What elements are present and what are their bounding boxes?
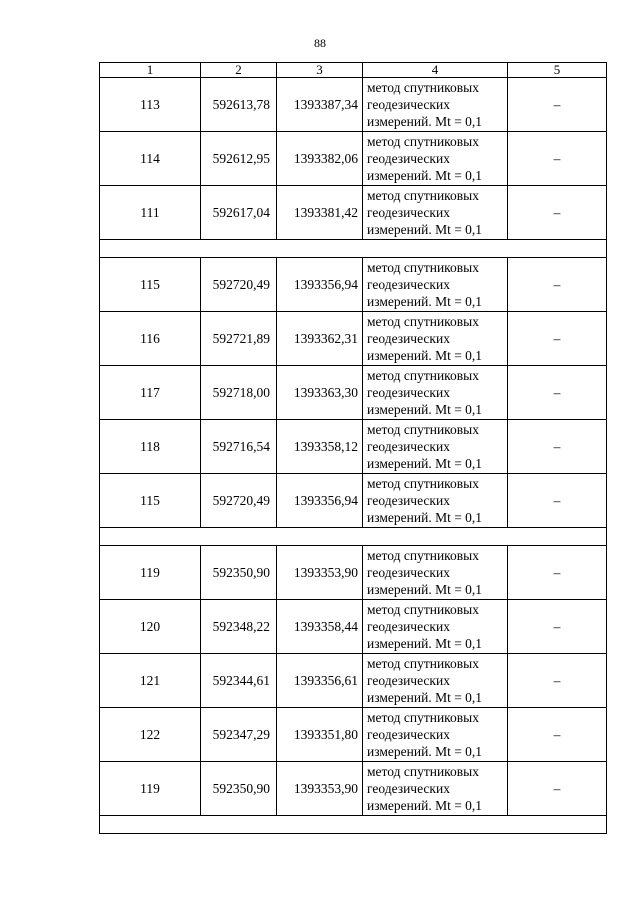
note-cell: – xyxy=(508,762,607,816)
table-row xyxy=(100,546,607,600)
point-number-cell: 121 xyxy=(100,654,201,708)
coordinate-y-cell: 592344,61 xyxy=(201,654,277,708)
coordinate-y-cell: 592721,89 xyxy=(201,312,277,366)
table-row xyxy=(100,654,607,708)
table-body xyxy=(100,78,607,834)
method-line: геодезических xyxy=(367,151,450,166)
coordinate-x-cell: 1393358,12 xyxy=(277,420,363,474)
table-row xyxy=(100,420,607,474)
point-number-cell: 115 xyxy=(100,474,201,528)
point-number-cell: 115 xyxy=(100,258,201,312)
table-row xyxy=(100,474,607,528)
table-row xyxy=(100,258,607,312)
coordinate-x-cell: 1393353,90 xyxy=(277,546,363,600)
note-cell: – xyxy=(508,78,607,132)
separator-row xyxy=(100,240,607,258)
table-row xyxy=(100,132,607,186)
method-line: метод спутниковых xyxy=(367,368,479,383)
method-cell xyxy=(363,312,508,366)
coordinate-x-cell: 1393381,42 xyxy=(277,186,363,240)
method-line: геодезических xyxy=(367,619,450,634)
point-number-cell: 119 xyxy=(100,546,201,600)
separator-cell xyxy=(100,528,607,546)
coordinate-y-cell: 592350,90 xyxy=(201,546,277,600)
column-header-3: 3 xyxy=(277,63,363,78)
page-number: 88 xyxy=(314,36,326,50)
coordinate-x-cell: 1393356,94 xyxy=(277,258,363,312)
method-line: измерений. Mt = 0,1 xyxy=(367,510,483,525)
method-cell xyxy=(363,546,508,600)
method-line: измерений. Mt = 0,1 xyxy=(367,636,483,651)
point-number-cell: 119 xyxy=(100,762,201,816)
method-cell xyxy=(363,600,508,654)
method-line: геодезических xyxy=(367,673,450,688)
method-line: измерений. Mt = 0,1 xyxy=(367,168,483,183)
method-line: метод спутниковых xyxy=(367,548,479,563)
point-number-cell: 117 xyxy=(100,366,201,420)
method-line: метод спутниковых xyxy=(367,476,479,491)
separator-cell xyxy=(100,240,607,258)
method-line: геодезических xyxy=(367,331,450,346)
note-cell: – xyxy=(508,186,607,240)
note-cell: – xyxy=(508,546,607,600)
column-header-5: 5 xyxy=(508,63,607,78)
coordinate-y-cell: 592612,95 xyxy=(201,132,277,186)
table-header-row xyxy=(100,63,607,78)
coordinate-x-cell: 1393356,94 xyxy=(277,474,363,528)
method-line: геодезических xyxy=(367,565,450,580)
table-row xyxy=(100,762,607,816)
method-line: метод спутниковых xyxy=(367,134,479,149)
coordinate-y-cell: 592613,78 xyxy=(201,78,277,132)
point-number-cell: 118 xyxy=(100,420,201,474)
method-line: геодезических xyxy=(367,277,450,292)
method-line: геодезических xyxy=(367,727,450,742)
method-line: геодезических xyxy=(367,205,450,220)
separator-row xyxy=(100,816,607,834)
point-number-cell: 114 xyxy=(100,132,201,186)
point-number-cell: 122 xyxy=(100,708,201,762)
method-line: измерений. Mt = 0,1 xyxy=(367,348,483,363)
method-cell xyxy=(363,654,508,708)
note-cell: – xyxy=(508,312,607,366)
method-line: метод спутниковых xyxy=(367,602,479,617)
note-cell: – xyxy=(508,600,607,654)
note-cell: – xyxy=(508,474,607,528)
method-line: измерений. Mt = 0,1 xyxy=(367,582,483,597)
method-line: измерений. Mt = 0,1 xyxy=(367,222,483,237)
method-line: метод спутниковых xyxy=(367,314,479,329)
table-row xyxy=(100,708,607,762)
coordinate-x-cell: 1393387,34 xyxy=(277,78,363,132)
note-cell: – xyxy=(508,366,607,420)
point-number-cell: 116 xyxy=(100,312,201,366)
method-line: измерений. Mt = 0,1 xyxy=(367,798,483,813)
coordinates-table xyxy=(99,62,607,834)
coordinate-y-cell: 592348,22 xyxy=(201,600,277,654)
method-line: измерений. Mt = 0,1 xyxy=(367,690,483,705)
method-line: измерений. Mt = 0,1 xyxy=(367,294,483,309)
method-line: метод спутниковых xyxy=(367,656,479,671)
table-row xyxy=(100,186,607,240)
method-cell xyxy=(363,78,508,132)
point-number-cell: 111 xyxy=(100,186,201,240)
column-header-1: 1 xyxy=(100,63,201,78)
method-line: геодезических xyxy=(367,97,450,112)
method-cell xyxy=(363,762,508,816)
method-cell xyxy=(363,132,508,186)
separator-cell xyxy=(100,816,607,834)
table-row xyxy=(100,366,607,420)
column-header-4: 4 xyxy=(363,63,508,78)
note-cell: – xyxy=(508,708,607,762)
method-line: измерений. Mt = 0,1 xyxy=(367,402,483,417)
coordinate-y-cell: 592350,90 xyxy=(201,762,277,816)
method-line: геодезических xyxy=(367,781,450,796)
method-cell xyxy=(363,366,508,420)
method-line: метод спутниковых xyxy=(367,188,479,203)
note-cell: – xyxy=(508,420,607,474)
column-header-2: 2 xyxy=(201,63,277,78)
method-cell xyxy=(363,474,508,528)
method-line: геодезических xyxy=(367,385,450,400)
coordinate-y-cell: 592720,49 xyxy=(201,258,277,312)
method-cell xyxy=(363,708,508,762)
method-line: метод спутниковых xyxy=(367,80,479,95)
table-row xyxy=(100,78,607,132)
separator-row xyxy=(100,528,607,546)
coordinate-x-cell: 1393362,31 xyxy=(277,312,363,366)
coordinate-x-cell: 1393356,61 xyxy=(277,654,363,708)
method-cell xyxy=(363,420,508,474)
note-cell: – xyxy=(508,258,607,312)
method-line: метод спутниковых xyxy=(367,710,479,725)
coordinate-x-cell: 1393351,80 xyxy=(277,708,363,762)
method-line: геодезических xyxy=(367,439,450,454)
method-line: измерений. Mt = 0,1 xyxy=(367,114,483,129)
table-row xyxy=(100,312,607,366)
method-cell xyxy=(363,186,508,240)
method-line: геодезических xyxy=(367,493,450,508)
coordinate-x-cell: 1393358,44 xyxy=(277,600,363,654)
coordinate-y-cell: 592716,54 xyxy=(201,420,277,474)
method-line: метод спутниковых xyxy=(367,422,479,437)
coordinate-x-cell: 1393353,90 xyxy=(277,762,363,816)
coordinate-y-cell: 592347,29 xyxy=(201,708,277,762)
method-line: измерений. Mt = 0,1 xyxy=(367,744,483,759)
coordinate-x-cell: 1393363,30 xyxy=(277,366,363,420)
method-line: измерений. Mt = 0,1 xyxy=(367,456,483,471)
table-row xyxy=(100,600,607,654)
note-cell: – xyxy=(508,132,607,186)
point-number-cell: 120 xyxy=(100,600,201,654)
note-cell: – xyxy=(508,654,607,708)
coordinate-y-cell: 592720,49 xyxy=(201,474,277,528)
coordinate-y-cell: 592718,00 xyxy=(201,366,277,420)
coordinate-y-cell: 592617,04 xyxy=(201,186,277,240)
coordinate-x-cell: 1393382,06 xyxy=(277,132,363,186)
method-line: метод спутниковых xyxy=(367,764,479,779)
method-line: метод спутниковых xyxy=(367,260,479,275)
point-number-cell: 113 xyxy=(100,78,201,132)
method-cell xyxy=(363,258,508,312)
